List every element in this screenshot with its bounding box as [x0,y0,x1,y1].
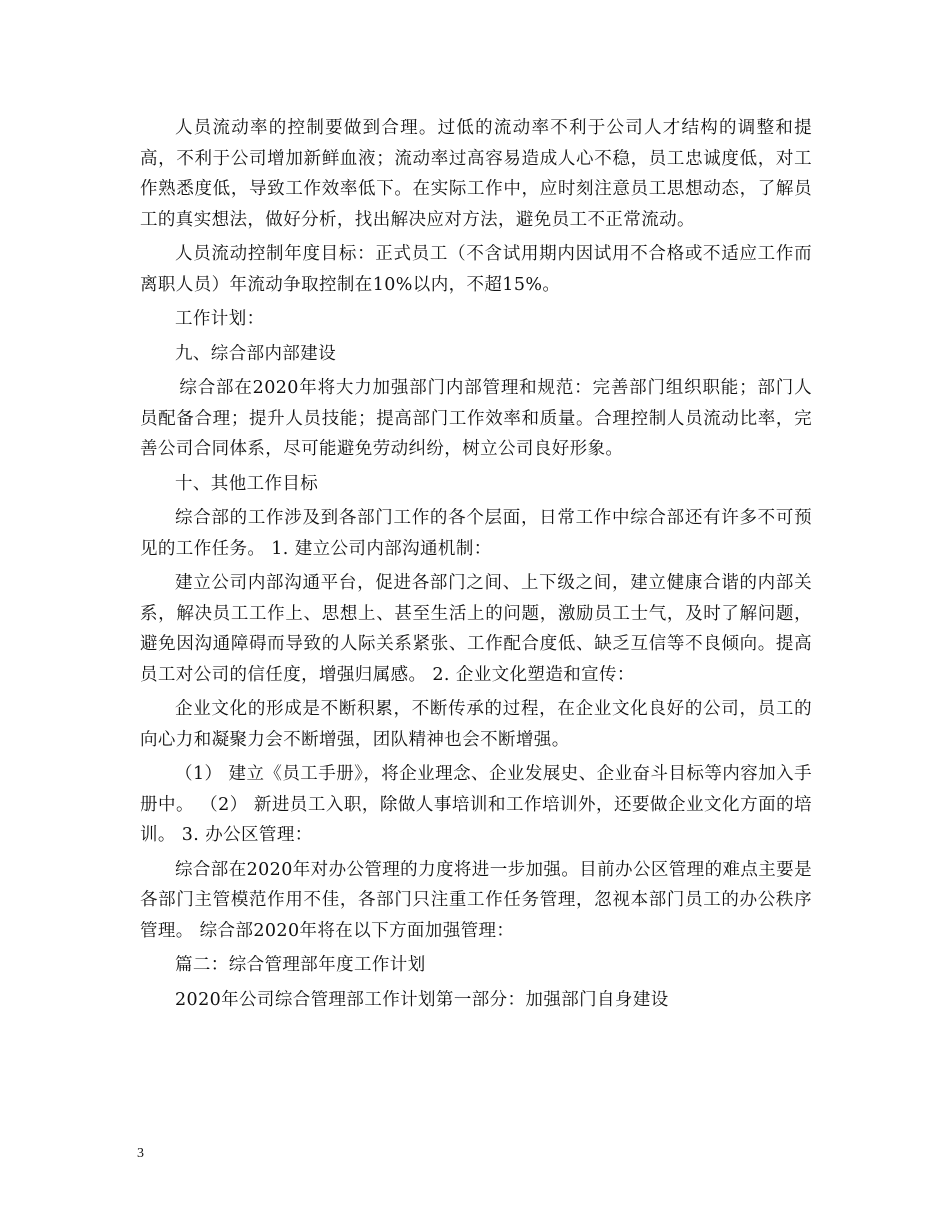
paragraph-work-plan-heading: 工作计划： [175,309,265,329]
section-heading-10: 十、其他工作目标 [175,473,319,494]
page-number: 3 [137,1146,144,1161]
section-heading-9: 九、综合部内部建设 [175,343,337,364]
paragraph-part-two-title: 篇二：综合管理部年度工作计划 [175,955,426,975]
paragraph-employee-handbook: （1） 建立《员工手册》，将企业理念、企业发展史、企业奋斗目标等内容加入手册中。 （2） 新进员工入职，除做人事培训和工作培训外，还要做企业文化方面的培训。 3. 办公区管理： [140,764,812,845]
document-body [140,113,812,1015]
paragraph-annual-target: 人员流动控制年度目标：正式员工（不含试用期内因试用不合格或不适应工作而离职人员）年流动争取控制在10%以内，不超15%。 [140,244,812,295]
paragraph-other-goals: 综合部的工作涉及到各部门工作的各个层面，日常工作中综合部还有许多不可预见的工作任务。 1. 建立公司内部沟通机制： [140,508,812,559]
paragraph-plan-part-one: 2020年公司综合管理部工作计划第一部分：加强部门自身建设 [175,989,669,1010]
paragraph-turnover-control: 人员流动率的控制要做到合理。过低的流动率不利于公司人才结构的调整和提高，不利于公司增加新鲜血液；流动率过高容易造成人心不稳，员工忠诚度低，对工作熟悉度低，导致工作效率低下。在实际工作中，应时刻注意员工思想动态，了解员工的真实想法，做好分析，找出解决应对方法，避免员工不正常流动。 [140,118,812,230]
paragraph-office-management: 综合部在2020年对办公管理的力度将进一步加强。目前办公区管理的难点主要是各部门主管模范作用不佳，各部门只注重工作任务管理，忽视本部门员工的办公秩序管理。 综合部2020年将在以下方面加强管理： [140,859,812,941]
paragraph-communication-platform: 建立公司内部沟通平台，促进各部门之间、上下级之间，建立健康合谐的内部关系，解决员工工作上、思想上、甚至生活上的问题，激励员工士气，及时了解问题，避免因沟通障碍而导致的人际关系紧张、工作配合度低、缺乏互信等不良倾向。提高员工对公司的信任度，增强归属感。 2. 企业文化塑造和宣传： [140,573,812,685]
paragraph-internal-building: 综合部在2020年将大力加强部门内部管理和规范：完善部门组织职能；部门人员配备合理；提升人员技能；提高部门工作效率和质量。合理控制人员流动比率，完善公司合同体系，尽可能避免劳动纠纷，树立公司良好形象。 [140,378,812,459]
paragraph-corporate-culture: 企业文化的形成是不断积累，不断传承的过程，在企业文化良好的公司，员工的向心力和凝聚力会不断增强，团队精神也会不断增强。 [140,699,812,750]
